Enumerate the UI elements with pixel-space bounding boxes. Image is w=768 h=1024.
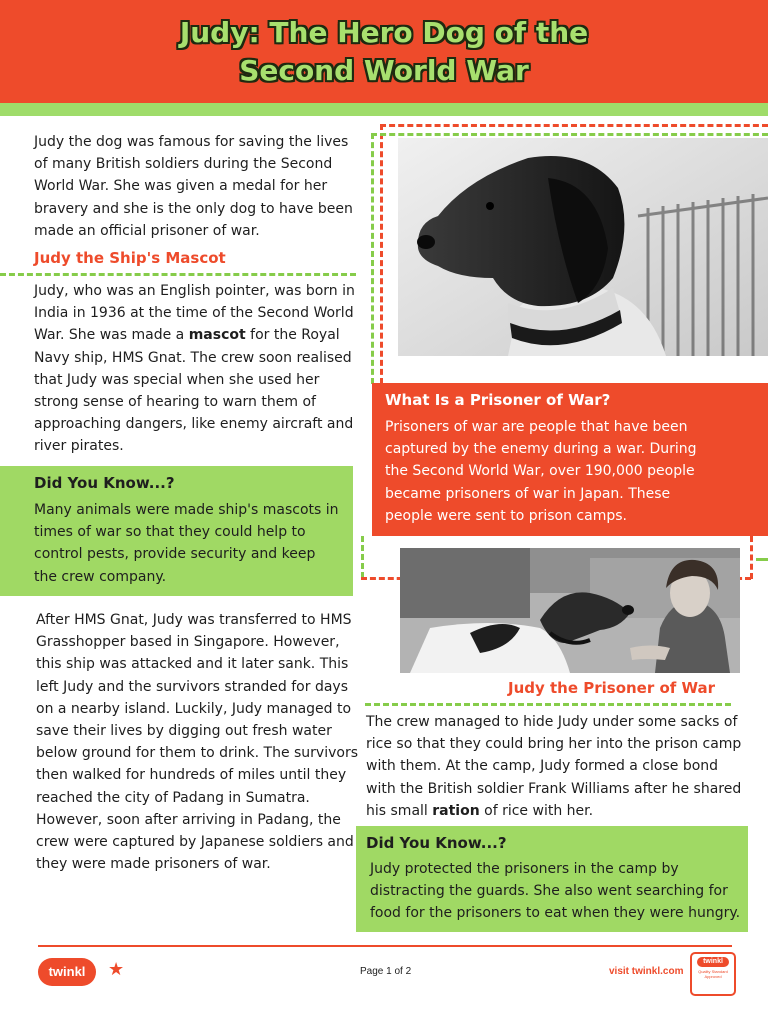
photo-frame-green-left (371, 133, 374, 384)
prisoner-box-heading: What Is a Prisoner of War? (385, 391, 611, 409)
site-link[interactable]: visit twinkl.com (609, 966, 684, 977)
mascot-divider (0, 273, 356, 276)
page-title (0, 14, 768, 90)
footer-divider (38, 945, 732, 947)
mascot-heading: Judy the Ship's Mascot (34, 249, 226, 267)
photo-frame-red-top (380, 124, 768, 127)
badge-text: Quality Standard Approved (698, 969, 728, 979)
prisoner-text-after: of rice with her. (479, 802, 594, 819)
prisoner-of-war-box (372, 383, 768, 536)
prisoner-text-before: The crew managed to hide Judy under some sacks of rice so that they could bring her into the prison camp with them. At the camp, Judy formed a close bond with the British soldier Frank Williams after he shared his small (366, 714, 742, 819)
photo-frame-green-top (371, 133, 768, 136)
did-you-know-text-1: Many animals were made ship's mascots in times of war so that they could help to control pests, provide security and keep the crew company. (34, 502, 339, 585)
transfer-paragraph: After HMS Gnat, Judy was transferred to HMS Grasshopper based in Singapore. However, this ship was attacked and it later sank. This left Judy and the survivors stranded for days on a nearby island. Luckily, Judy managed to save their lives by digging out fresh water below ground for them to drink. The survivors then walked for hundreds of miles until they reached the city of Padang in Sumatra. However, soon after arriving in Padang, the crew were captured by Japanese soldiers and they were made prisoners of war. (36, 612, 359, 873)
intro-paragraph: Judy the dog was famous for saving the lives of many British soldiers during the Second World War. She was given a medal for her bravery and she is the only dog to have been made an official prisoner of war. (34, 134, 353, 239)
judy-portrait-image (398, 138, 768, 356)
lower-frame-red-right (750, 536, 753, 579)
twinkl-logo[interactable] (38, 958, 96, 986)
did-you-know-heading-1: Did You Know...? (34, 474, 175, 492)
quality-badge-icon (690, 952, 736, 996)
title-line-2: Second World War (239, 54, 529, 87)
judy-portrait-photo (398, 138, 768, 356)
did-you-know-text-2: Judy protected the prisoners in the camp by distracting the guards. She also went searching for food for the prisoners to eat when they were hungry. (370, 861, 741, 922)
did-you-know-box-2 (356, 826, 748, 932)
badge-logo: twinkl (697, 957, 729, 967)
prisoner-section-paragraph (366, 711, 742, 822)
mascot-text-after: for the Royal Navy ship, HMS Gnat. The crew soon realised that Judy was special when she used her strong sense of hearing to warn them of approaching dangers, like enemy aircraft and river pirates. (34, 327, 354, 455)
title-line-1: Judy: The Hero Dog of the (179, 16, 589, 49)
prisoner-box-text: Prisoners of war are people that have been captured by the enemy during a war. During the Second World War, over 190,000 people became prisoners of war in Japan. These people were sent to prison camps. (385, 419, 697, 524)
did-you-know-box-1 (0, 466, 353, 596)
mascot-paragraph (34, 280, 356, 458)
twinkl-logo-text: twinkl (48, 964, 86, 979)
lower-frame-green-left (361, 536, 364, 578)
mascot-keyword: mascot (188, 327, 246, 344)
header-stripe (0, 103, 768, 116)
prisoner-section-heading: Judy the Prisoner of War (508, 679, 716, 697)
prisoner-section-divider (365, 703, 731, 706)
did-you-know-heading-2: Did You Know...? (366, 834, 507, 852)
photo-frame-red-left (380, 124, 383, 384)
lower-frame-green-right (756, 558, 768, 561)
mascot-text-before: Judy, who was an English pointer, was born in India in 1936 at the time of the Second World War. She was made a (34, 283, 355, 344)
prisoner-keyword: ration (432, 802, 480, 819)
judy-with-woman-photo (400, 548, 740, 673)
page-number: Page 1 of 2 (360, 966, 412, 977)
star-icon: ★ (108, 959, 125, 980)
judy-with-woman-image (400, 548, 740, 673)
